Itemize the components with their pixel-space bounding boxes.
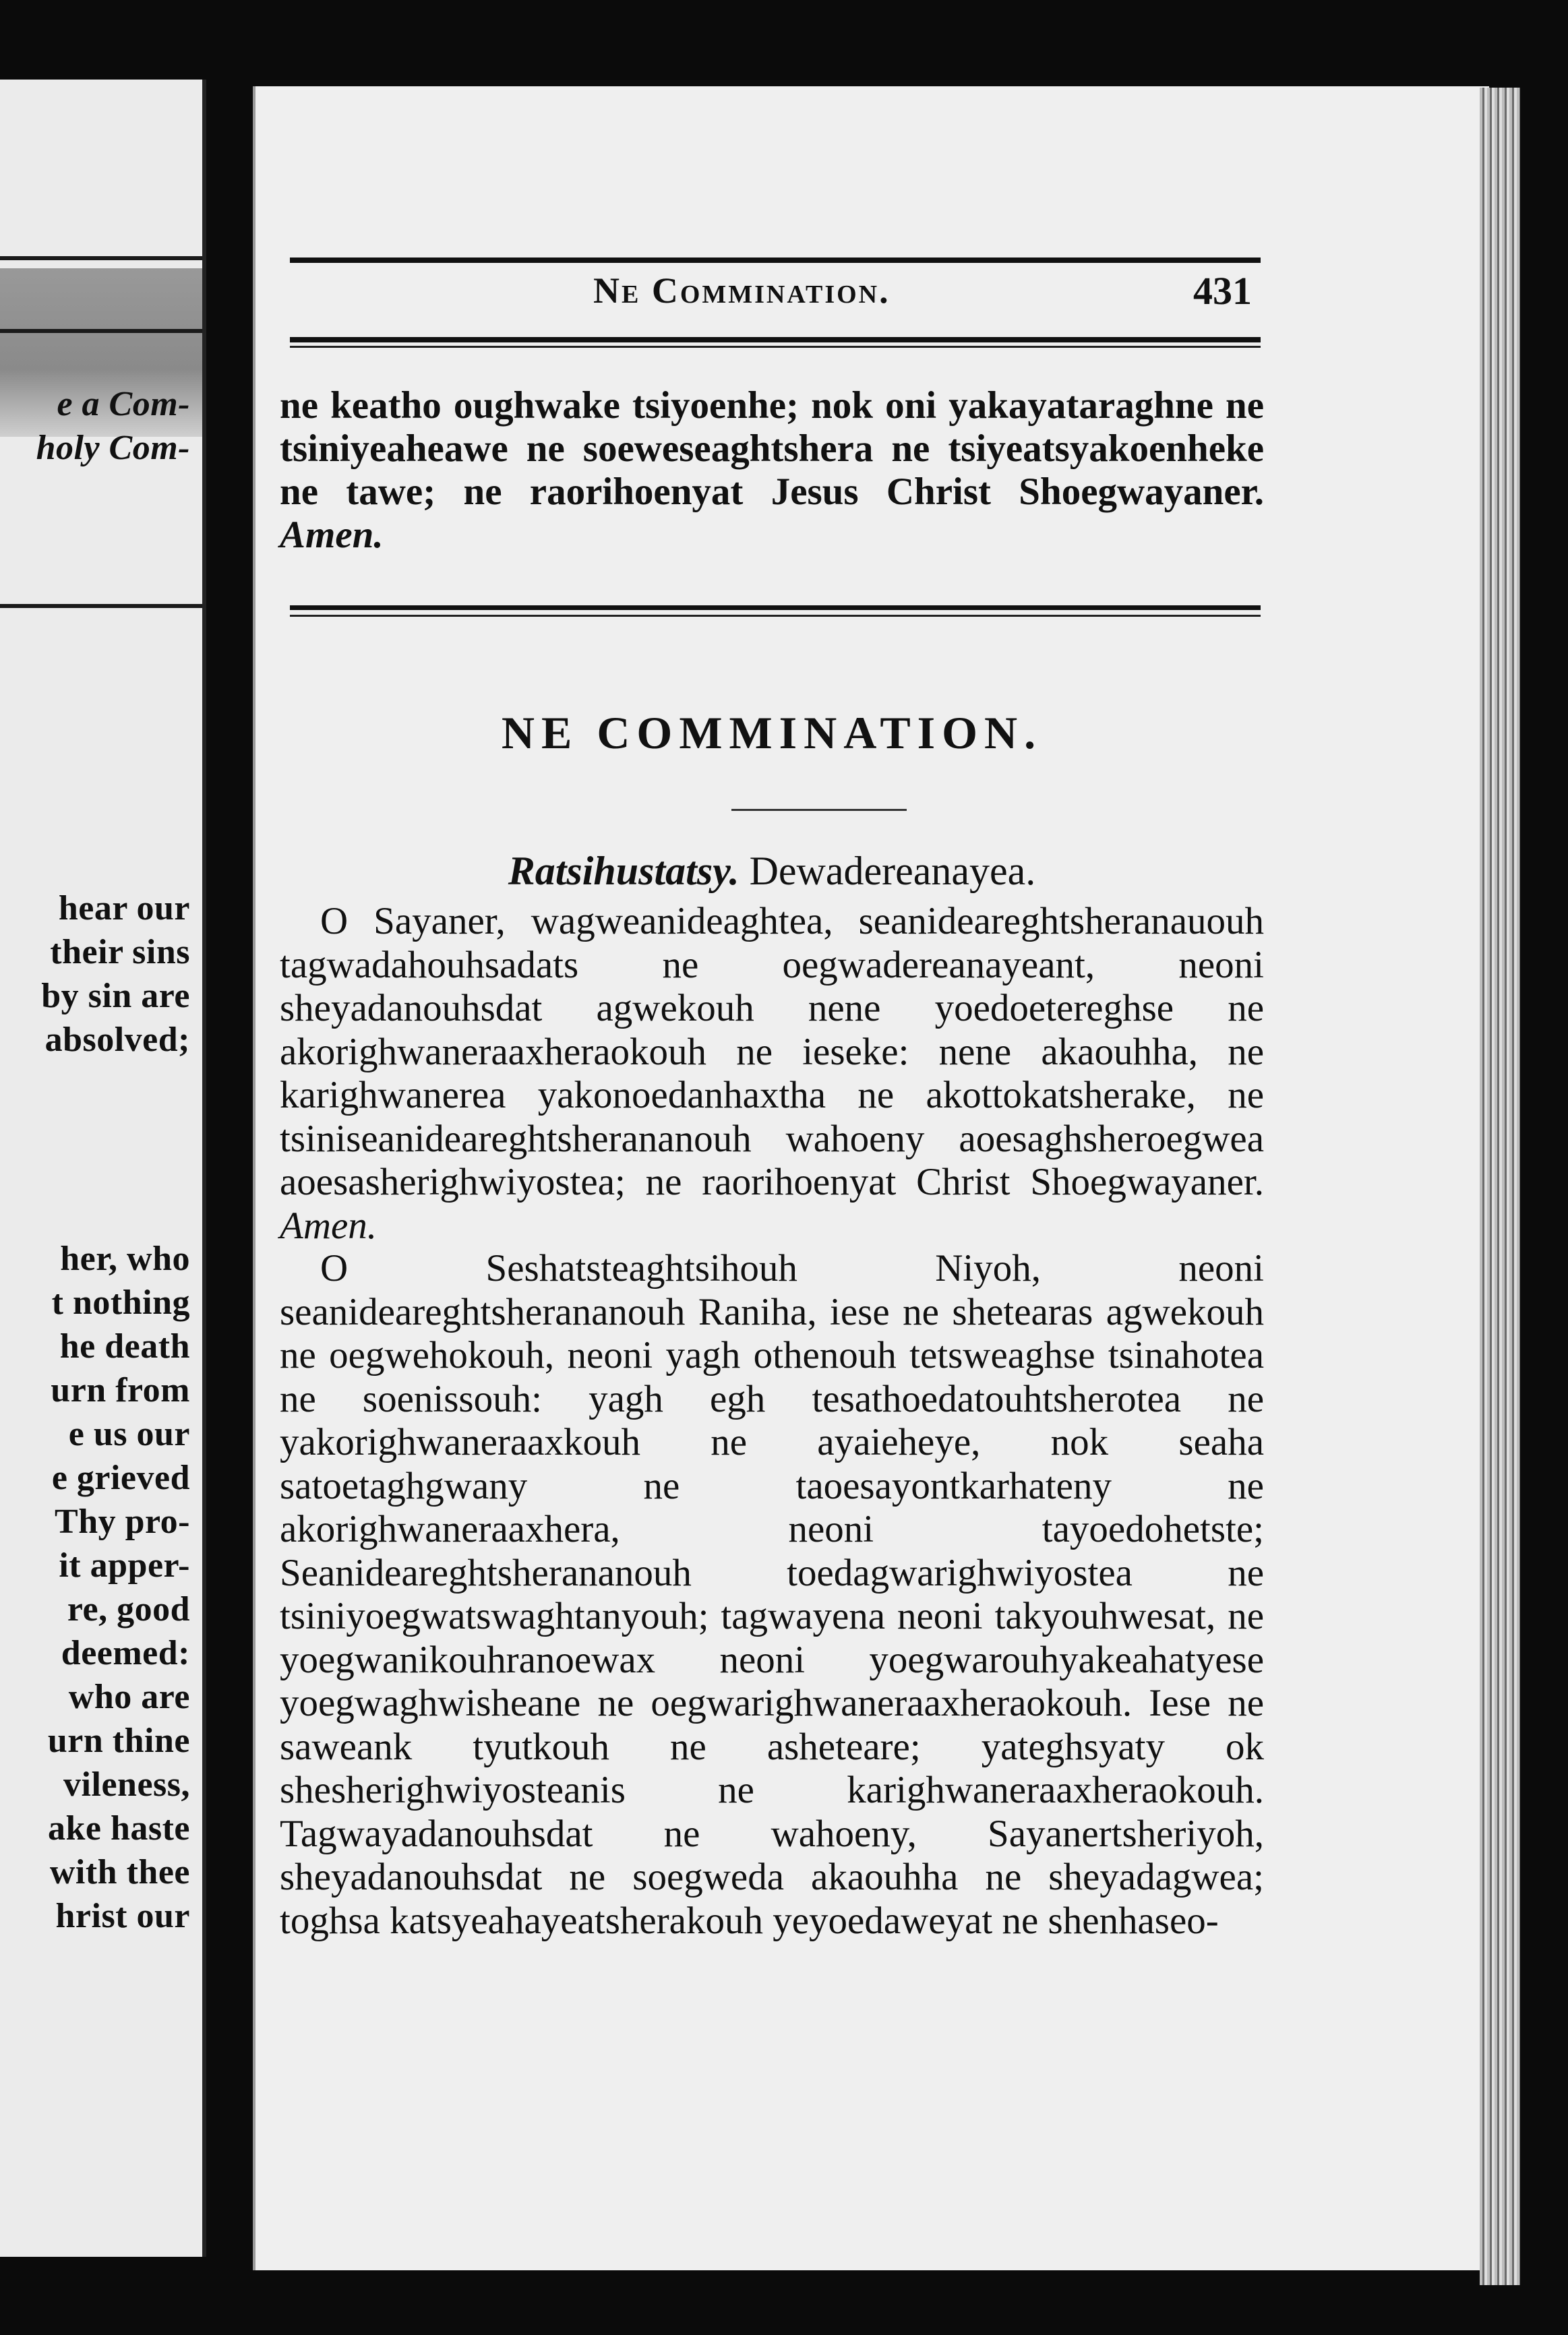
page-number: 431 (1193, 269, 1252, 313)
paragraph-text: O Sayaner, wagweanideaghtea, seanideareghtsheranauouh tagwadahouhsadats ne oegwadereanayeant, neoni sheyadanouhsdat agwekouh nene yoedoetereghse ne akorighwaneraaxheraokouh ne ieseke: nene akaouhha, ne karighwanerea yakonoedanhaxtha ne akottokatsherake, ne tsiniseanideareghtsherananouh wahoeny aoesaghsheroegwea aoesasherighwiyostea; ne raorihoenyat Christ Shoegwayaner. (280, 900, 1264, 1203)
header-rule-bottom (290, 337, 1261, 342)
section-heading: NE COMMINATION. (501, 707, 1043, 758)
left-fragment: by sin are (41, 977, 190, 1015)
prayer-ending (280, 384, 1264, 557)
left-fragment: who are (68, 1678, 190, 1716)
left-fragment: urn thine (47, 1722, 190, 1760)
prayer-ending-text: ne keatho oughwake tsiyoenhe; nok oni yakayataraghne ne tsiniyeaheawe ne soeweseaghtshera ne tsiyeatsyakoenheke ne tawe; ne raorihoenyat Jesus Christ Shoegwayaner. (280, 384, 1264, 513)
rubric-text: Dewadereanayea. (749, 849, 1036, 893)
left-fragment: it apper- (59, 1546, 190, 1585)
header-rule-top (290, 257, 1261, 263)
paragraph (280, 1247, 1264, 1943)
left-fragment: vileness, (63, 1765, 190, 1804)
left-fragment: deemed: (61, 1634, 190, 1672)
left-fragment: hear our (58, 889, 190, 928)
left-fragment: hrist our (55, 1897, 190, 1935)
left-fragment: ake haste (47, 1809, 190, 1848)
paragraph (280, 900, 1264, 1248)
left-header-rule-lower (0, 329, 202, 333)
left-fragment: he death (59, 1327, 190, 1366)
amen: Amen. (280, 1204, 378, 1247)
left-fragment: their sins (50, 933, 190, 971)
left-header-rule (0, 256, 202, 260)
heading-short-rule (731, 809, 907, 811)
left-fragment: with thee (49, 1853, 190, 1891)
rubric: Ratsihustatsy. (508, 849, 740, 893)
left-fragment: her, who (60, 1240, 190, 1278)
left-fragment: e grieved (51, 1459, 190, 1497)
left-fragment: holy Com- (36, 429, 190, 467)
amen: Amen. (280, 514, 384, 556)
section-rule (290, 605, 1261, 610)
left-fragment: e us our (68, 1415, 190, 1453)
running-title: Ne Commination. (593, 270, 891, 311)
left-fragment: urn from (51, 1371, 190, 1409)
left-fragment: e a Com- (57, 385, 190, 423)
rubric-line (280, 848, 1264, 894)
header-rule-bottom-thin (290, 346, 1261, 348)
left-page (0, 80, 206, 2257)
left-fragment: Thy pro- (55, 1503, 190, 1541)
left-fragment: re, good (67, 1590, 190, 1629)
section-rule-thin (290, 615, 1261, 617)
left-fragment: t nothing (51, 1283, 190, 1322)
left-fragment: absolved; (44, 1021, 190, 1059)
paragraph-text: O Seshatsteaghtsihouh Niyoh, neoni seanideareghtsherananouh Raniha, iese ne shetearas agwekouh ne oegwehokouh, neoni yagh othenouh tetsweaghse tsinahotea ne soenissouh: yagh egh tesathoedatouhtsherotea ne yakorighwaneraaxkouh ne ayaieheye, nok seaha satoetaghgwany ne taoesayontkarhateny ne akorighwaneraaxhera, neoni tayoedohetste; Seanideareghtsherananouh toedagwarighwiyostea ne tsiniyoegwatswaghtanyouh; tagwayena neoni takyouhwesat, ne yoegwanikouhranoewax neoni yoegwarouhyakeahatyese yoegwaghwisheane ne oegwarighwaneraaxheraokouh. Iese ne saweank tyutkouh ne asheteare; yateghsyaty ok shesherighwiyosteanis ne karighwaneraaxheraokouh. Tagwayadanouhsdat ne wahoeny, Sayanertsheriyoh, sheyadanouhsdat ne soegweda akaouhha ne sheyadagwea; toghsa katsyeahayeatsherakouh yeyoedaweyat ne shenhaseo- (280, 1247, 1264, 1942)
left-section-rule (0, 604, 202, 608)
page-edge (1480, 88, 1520, 2285)
